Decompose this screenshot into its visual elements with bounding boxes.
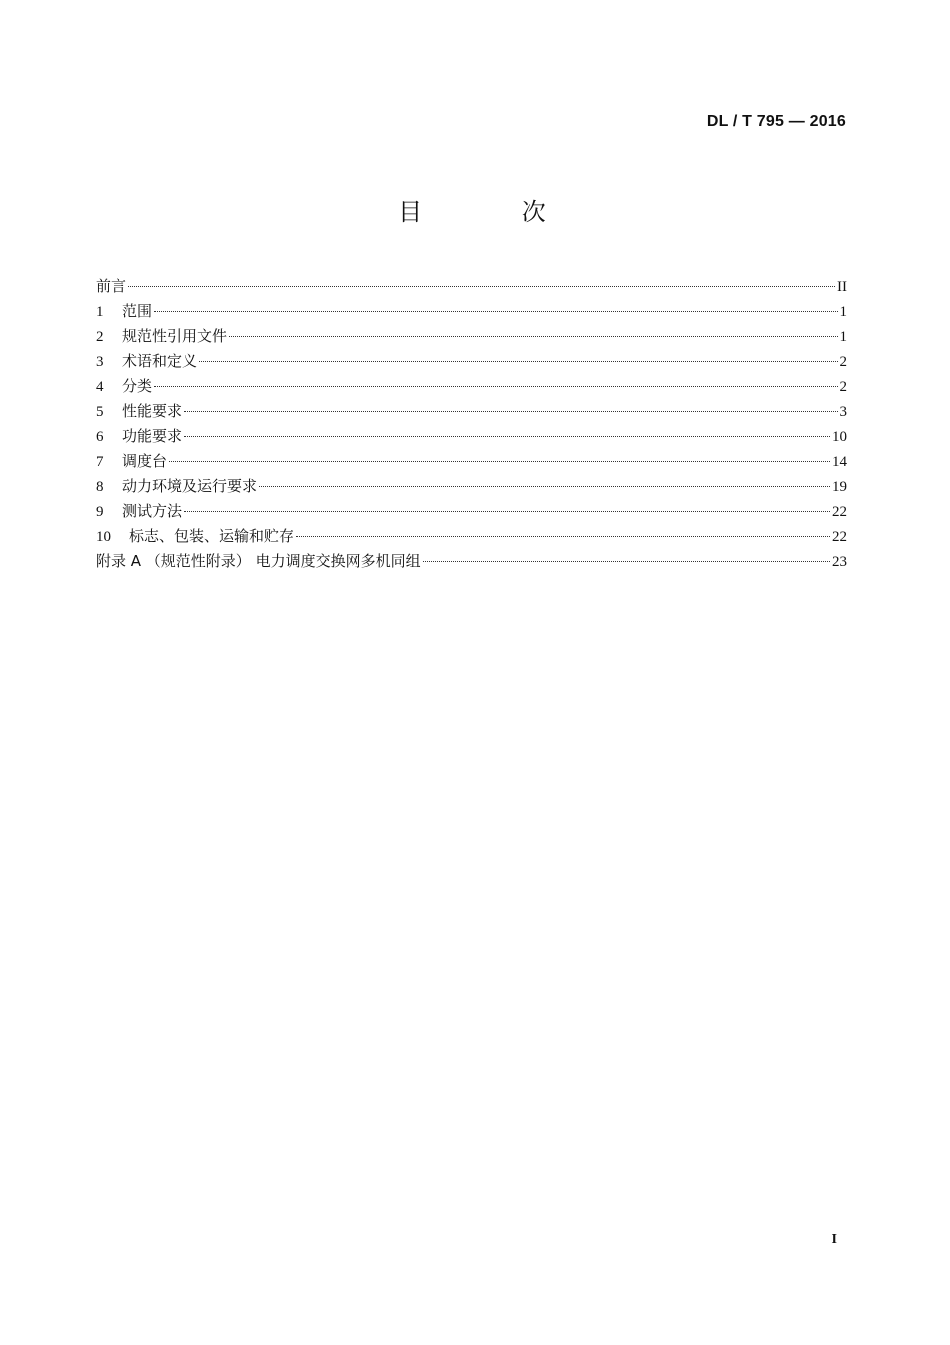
toc-entry-page: 22 bbox=[832, 504, 847, 520]
toc-dot-leader bbox=[154, 386, 837, 387]
toc-entry-label: 前言 bbox=[96, 277, 127, 295]
toc-entry-label: 调度台 bbox=[122, 452, 168, 470]
toc-dot-leader bbox=[184, 511, 830, 512]
toc-entry-page: 14 bbox=[832, 454, 847, 470]
toc-entry-foreword[interactable] bbox=[96, 274, 847, 299]
toc-dot-leader bbox=[128, 286, 835, 287]
toc-entry-5[interactable] bbox=[96, 399, 847, 424]
toc-entry-7[interactable] bbox=[96, 449, 847, 474]
toc-entry-page: 2 bbox=[839, 354, 847, 370]
toc-entry-number: 10 bbox=[96, 529, 111, 545]
toc-entry-page: II bbox=[837, 279, 847, 295]
toc-dot-leader bbox=[259, 486, 830, 487]
toc-entry-number: 5 bbox=[96, 404, 104, 420]
toc-entry-number: 8 bbox=[96, 479, 104, 495]
toc-entry-page: 22 bbox=[832, 529, 847, 545]
toc-title: 目 次 bbox=[398, 198, 592, 226]
toc-entry-number: 1 bbox=[96, 304, 104, 320]
toc-dot-leader bbox=[296, 536, 830, 537]
toc-entry-page: 23 bbox=[832, 554, 847, 570]
toc-entry-page: 19 bbox=[832, 479, 847, 495]
toc-entry-page: 3 bbox=[839, 404, 847, 420]
toc-entry-1[interactable] bbox=[96, 299, 847, 324]
toc-entry-label: 动力环境及运行要求 bbox=[122, 477, 258, 495]
table-of-contents bbox=[96, 274, 847, 574]
toc-entry-number: 3 bbox=[96, 354, 104, 370]
toc-entry-label: 分类 bbox=[122, 377, 153, 395]
toc-entry-label: 规范性引用文件 bbox=[122, 327, 228, 345]
toc-entry-2[interactable] bbox=[96, 324, 847, 349]
document-code: DL / T 795 — 2016 bbox=[706, 113, 846, 130]
toc-entry-4[interactable] bbox=[96, 374, 847, 399]
toc-entry-label: 附录 A （规范性附录） 电力调度交换网多机同组 bbox=[96, 552, 421, 570]
toc-entry-label: 标志、包装、运输和贮存 bbox=[129, 527, 295, 545]
toc-dot-leader bbox=[184, 436, 830, 437]
toc-entry-number: 2 bbox=[96, 329, 104, 345]
toc-entry-3[interactable] bbox=[96, 349, 847, 374]
toc-entry-number: 4 bbox=[96, 379, 104, 395]
toc-entry-label: 范围 bbox=[122, 302, 153, 320]
toc-entry-label: 功能要求 bbox=[122, 427, 183, 445]
page-number: I bbox=[831, 1232, 837, 1247]
toc-entry-8[interactable] bbox=[96, 474, 847, 499]
toc-entry-page: 1 bbox=[839, 329, 847, 345]
toc-entry-page: 1 bbox=[839, 304, 847, 320]
toc-entry-page: 10 bbox=[832, 429, 847, 445]
toc-dot-leader bbox=[199, 361, 837, 362]
toc-entry-number: 6 bbox=[96, 429, 104, 445]
toc-entry-page: 2 bbox=[839, 379, 847, 395]
toc-dot-leader bbox=[154, 311, 837, 312]
toc-entry-label: 性能要求 bbox=[122, 402, 183, 420]
toc-entry-9[interactable] bbox=[96, 499, 847, 524]
toc-entry-6[interactable] bbox=[96, 424, 847, 449]
toc-entry-number: 9 bbox=[96, 504, 104, 520]
toc-entry-number: 7 bbox=[96, 454, 104, 470]
toc-dot-leader bbox=[423, 561, 830, 562]
toc-entry-label: 术语和定义 bbox=[122, 352, 198, 370]
toc-dot-leader bbox=[169, 461, 830, 462]
toc-entry-label: 测试方法 bbox=[122, 502, 183, 520]
toc-entry-appendix-a[interactable] bbox=[96, 549, 847, 574]
toc-dot-leader bbox=[229, 336, 837, 337]
toc-entry-10[interactable] bbox=[96, 524, 847, 549]
toc-dot-leader bbox=[184, 411, 837, 412]
